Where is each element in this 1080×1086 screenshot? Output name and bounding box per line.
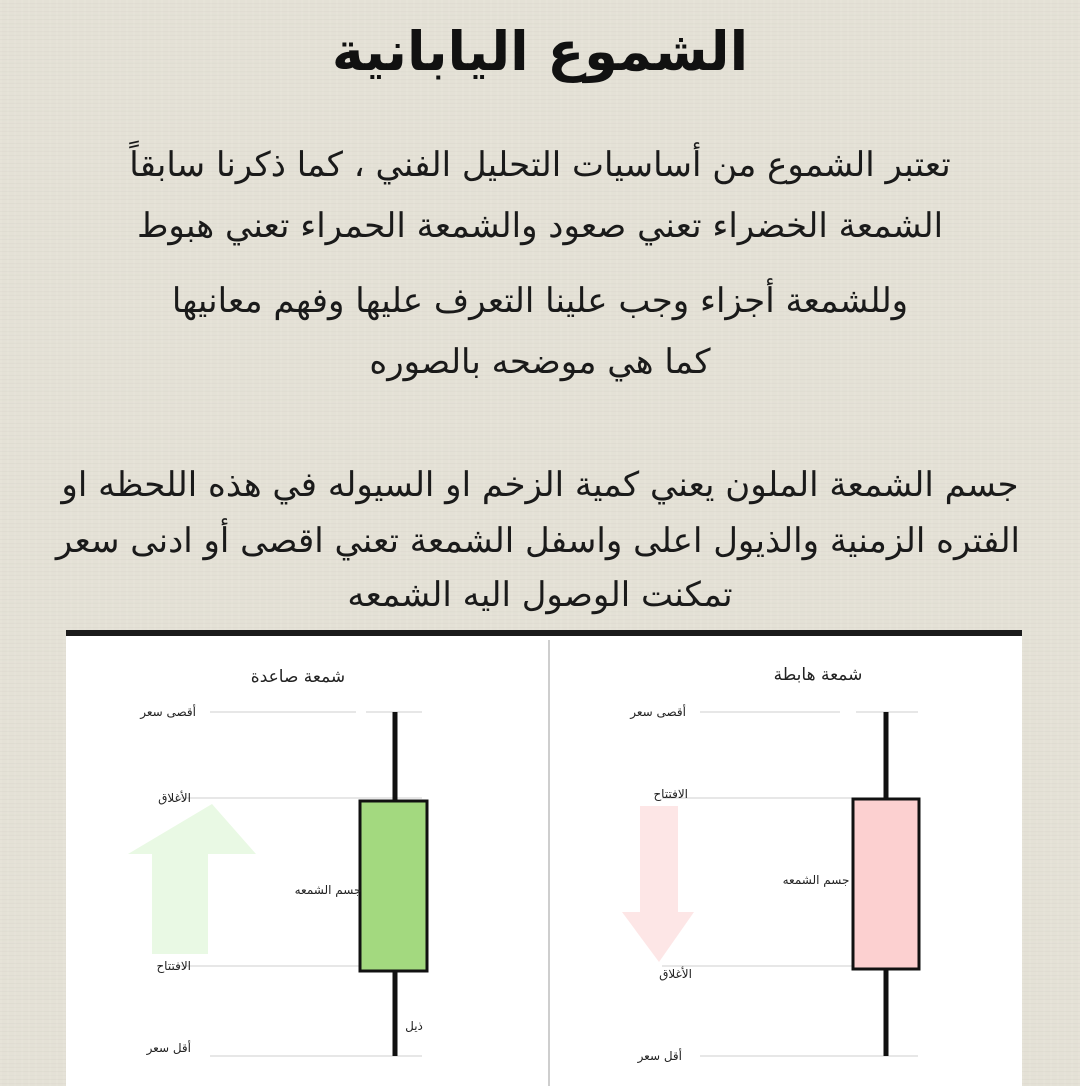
intro-line-2: الشمعة الخضراء تعني صعود والشمعة الحمراء تعني هبوط: [136, 206, 944, 246]
bullish-open-label: الافتتاح: [156, 959, 191, 973]
bearish-open-label: الافتتاح: [653, 787, 688, 801]
bullish-title: شمعة صاعدة: [250, 667, 346, 687]
body-line-2: الفتره الزمنية والذيول اعلى واسفل الشمعة تعني اقصى أو ادنى سعر: [55, 521, 1020, 561]
bearish-body-label: جسم الشمعه: [782, 873, 850, 887]
bearish-panel: [622, 665, 919, 1064]
down-arrow-icon: [622, 806, 694, 962]
bullish-body-label: جسم الشمعه: [294, 883, 362, 897]
body-line-3: تمكنت الوصول اليه الشمعه: [347, 575, 733, 615]
bullish-wick-label: ذيل: [405, 1019, 423, 1033]
bearish-close-label: الأغلاق: [659, 967, 692, 981]
page-title: الشموع اليابانية: [331, 20, 749, 83]
bullish-high-label: أقصى سعر: [140, 705, 196, 719]
bearish-high-label: أقصى سعر: [630, 705, 686, 719]
bearish-low-label: أقل سعر: [637, 1049, 682, 1063]
bearish-candle-body: [853, 799, 919, 969]
bullish-panel: [128, 667, 427, 1056]
candlestick-diagram: [66, 630, 1022, 1086]
bullish-low-label: أقل سعر: [146, 1041, 191, 1055]
bullish-close-label: الأغلاق: [158, 791, 191, 805]
bearish-title: شمعة هابطة: [773, 665, 863, 685]
body-line-1: جسم الشمعة الملون يعني كمية الزخم او السيوله في هذه اللحظه او: [61, 465, 1019, 505]
candlestick-diagram-svg: [66, 636, 1022, 1086]
intro-line-1: تعتبر الشموع من أساسيات التحليل الفني ، كما ذكرنا سابقاً: [129, 145, 951, 185]
intro-line-4: كما هي موضحه بالصوره: [369, 342, 711, 382]
intro-line-3: وللشمعة أجزاء وجب علينا التعرف عليها وفهم معانيها: [171, 281, 909, 321]
bullish-candle-body: [360, 801, 427, 971]
up-arrow-icon: [128, 804, 256, 954]
